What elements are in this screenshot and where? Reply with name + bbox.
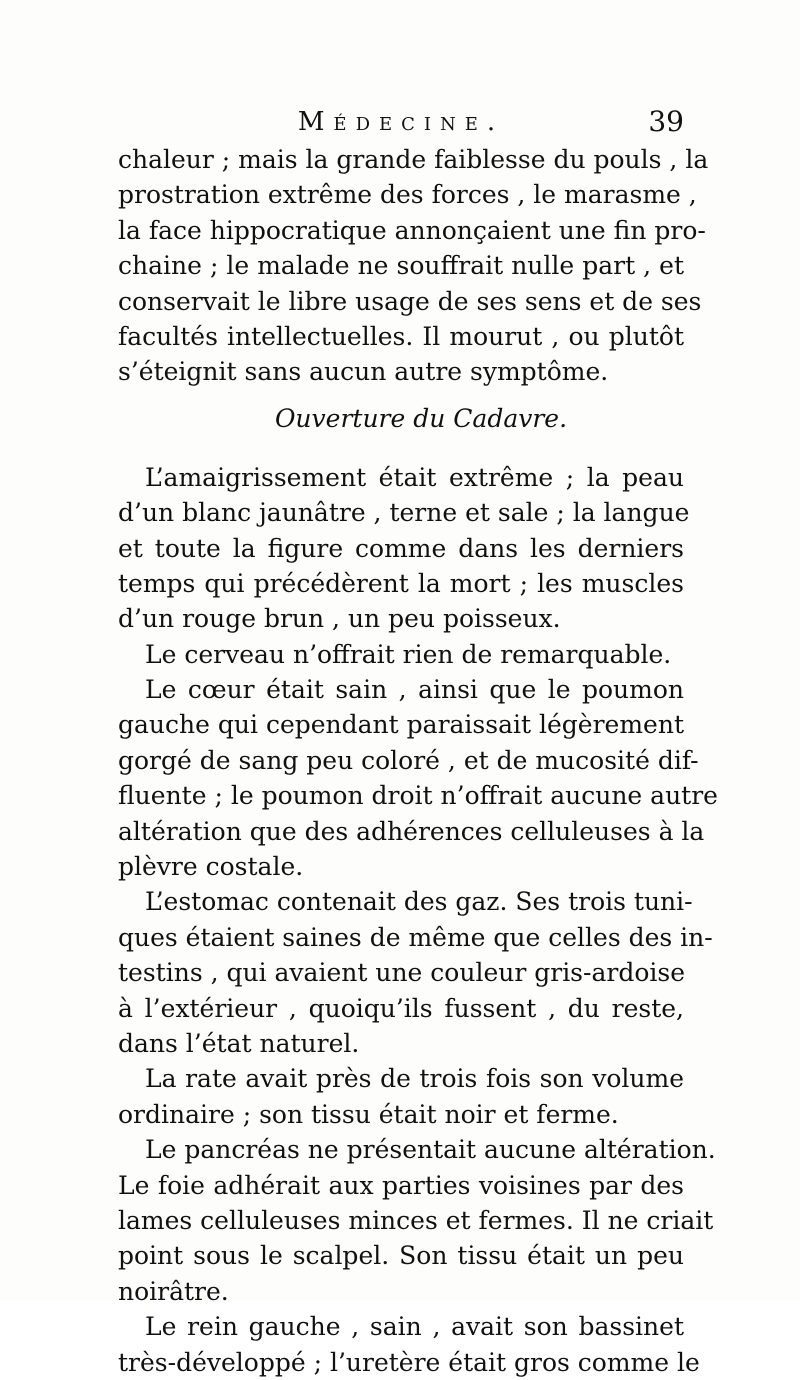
text-line: conservait le libre usage de ses sens et de ses	[118, 286, 702, 316]
text-line: lames celluleuses minces et fermes. Il ne criait	[118, 1205, 714, 1235]
text-line: Le pancréas ne présentait aucune altération.	[145, 1135, 716, 1165]
text-line: Le cerveau n’offrait rien de remarquable.	[145, 639, 672, 669]
text-line: d’un blanc jaunâtre , terne et sale ; la langue	[118, 498, 690, 528]
text-line: gauche qui cependant paraissait légèrement	[118, 710, 684, 740]
text-line: facultés intellectuelles. Il mourut , ou plutôt	[118, 321, 684, 351]
text-line: La rate avait près de trois fois son volume	[145, 1064, 684, 1094]
section-title: Ouverture du Cadavre.	[274, 403, 568, 433]
text-line: et toute la figure comme dans les derniers	[118, 533, 684, 563]
paragraph-5	[118, 884, 713, 1061]
text-line: noirâtre.	[118, 1276, 229, 1306]
text-line: Le rein gauche , sain , avait son bassinet	[145, 1312, 684, 1342]
text-line: la face hippocratique annonçaient une fin pro-	[118, 215, 706, 245]
page-number: 39	[648, 105, 684, 138]
text-line: à l’extérieur , quoiqu’ils fussent , du reste,	[118, 993, 684, 1023]
text-line: testins , qui avaient une couleur gris-ardoise	[118, 958, 685, 988]
paragraph-4	[118, 672, 718, 884]
paragraph-8	[118, 1309, 700, 1380]
text-line: chaine ; le malade ne souffrait nulle part , et	[118, 251, 684, 281]
text-line: d’un rouge brun , un peu poisseux.	[118, 604, 561, 634]
paragraph-1	[118, 142, 709, 390]
text-line: chaleur ; mais la grande faiblesse du pouls , la	[118, 145, 709, 174]
text-line: Le foie adhérait aux parties voisines par des	[118, 1170, 684, 1200]
text-line: gorgé de sang peu coloré , et de mucosité dif-	[118, 745, 699, 775]
text-line: fluente ; le poumon droit n’offrait aucune autre	[118, 781, 718, 811]
text-line: Le cœur était sain , ainsi que le poumon	[145, 675, 684, 705]
text-line: dans l’état naturel.	[118, 1028, 360, 1058]
body-text	[118, 142, 718, 1380]
text-line: temps qui précédèrent la mort ; les muscles	[118, 568, 684, 598]
text-line: prostration extrême des forces , le marasme ,	[118, 180, 697, 210]
text-line: ordinaire ; son tissu était noir et ferme.	[118, 1099, 619, 1129]
text-line: L’estomac contenait des gaz. Ses trois tuni-	[145, 887, 693, 917]
text-line: plèvre costale.	[118, 852, 304, 882]
paragraph-6	[118, 1061, 684, 1132]
text-line: ques étaient saines de même que celles des in-	[118, 922, 713, 952]
running-head: Médecine.	[297, 107, 505, 137]
page-header	[118, 102, 684, 142]
text-line: point sous le scalpel. Son tissu était un peu	[118, 1241, 684, 1271]
text-line: s’éteignit sans aucun autre symptôme.	[118, 357, 609, 387]
text-line: L’amaigrissement était extrême ; la peau	[145, 462, 684, 492]
text-line: très-développé ; l’uretère était gros comme le	[118, 1347, 700, 1377]
text-line: altération que des adhérences celluleuses à la	[118, 816, 705, 846]
paragraph-3	[118, 637, 684, 672]
paragraph-2	[118, 460, 690, 637]
paragraph-7	[118, 1132, 716, 1309]
